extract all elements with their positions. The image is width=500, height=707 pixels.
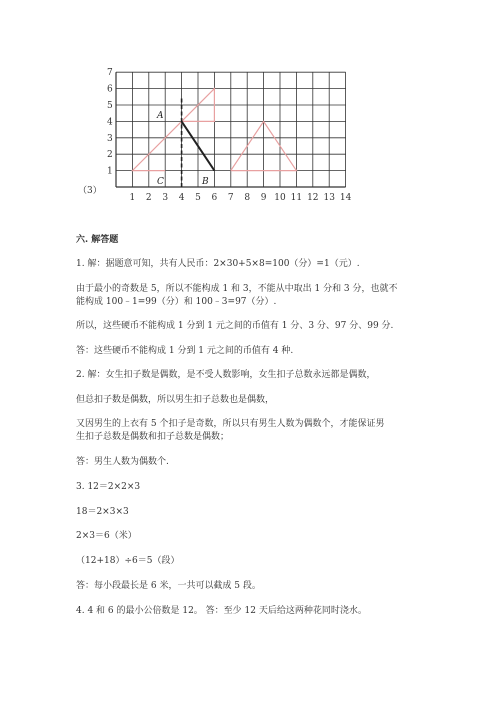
x-tick-label: 12 bbox=[307, 193, 319, 203]
translated-triangle-shape bbox=[132, 89, 214, 171]
y-tick-label: 1 bbox=[107, 166, 113, 177]
x-tick-label: 3 bbox=[162, 193, 169, 203]
text-line: 生扣子总数是偶数和扣子总数是偶数； bbox=[76, 432, 230, 442]
x-tick-labels bbox=[130, 193, 352, 203]
point-label-a: A bbox=[157, 111, 164, 121]
text-line: 2. 解：女生扣子数是偶数，是不受人数影响，女生扣子总数永远都是偶数， bbox=[76, 370, 376, 380]
x-tick-label: 2 bbox=[145, 193, 152, 203]
x-tick-label: 5 bbox=[195, 193, 201, 203]
text-line: 答：男生人数为偶数个. bbox=[76, 457, 169, 467]
y-tick-label: 7 bbox=[107, 68, 113, 79]
text-line: 但总扣子数是偶数，所以男生扣子总数也是偶数， bbox=[76, 395, 275, 405]
text-line: 又因男生的上衣有 5 个扣子是奇数，所以只有男生人数为偶数个，才能保证男 bbox=[76, 419, 385, 429]
x-tick-label: 14 bbox=[339, 193, 352, 203]
x-tick-label: 7 bbox=[227, 193, 234, 203]
y-tick-label: 5 bbox=[107, 101, 113, 111]
x-tick-label: 13 bbox=[323, 193, 335, 203]
x-tick-label: 11 bbox=[290, 193, 303, 203]
point-label-b: B bbox=[202, 177, 209, 187]
text-line: 能构成 100﹣1=99（分）和 100﹣3=97（分）. bbox=[76, 297, 277, 307]
point-label-c: C bbox=[157, 177, 164, 187]
text-line: 由于最小的奇数是 5，所以不能构成 1 和 3，不能从中取出 1 分和 3 分，也就不 bbox=[76, 284, 398, 294]
y-tick-labels bbox=[107, 68, 113, 176]
y-tick-label: 2 bbox=[107, 150, 113, 161]
y-tick-label: 4 bbox=[107, 117, 113, 128]
coordinate-grid-figure bbox=[78, 66, 368, 216]
x-tick-label: 6 bbox=[211, 193, 218, 203]
text-line: （12+18）÷6＝5（段） bbox=[76, 556, 180, 566]
section-heading: 六. 解答题 bbox=[76, 235, 119, 245]
text-line: 答：这些硬币不能构成 1 分到 1 元之间的币值有 4 种. bbox=[76, 346, 294, 356]
x-tick-label: 10 bbox=[274, 193, 286, 203]
figure-label: （3） bbox=[78, 186, 102, 196]
text-line: 答：每小段最长是 6 米，一共可以截成 5 段。 bbox=[76, 581, 261, 591]
text-line: 4. 4 和 6 的最小公倍数是 12。 答：至少 12 天后给这两种花同时浇水。 bbox=[76, 606, 367, 616]
x-tick-label: 4 bbox=[178, 193, 185, 203]
text-line: 2×3＝6（米） bbox=[76, 531, 137, 541]
text-line: 1. 解：据题意可知，共有人民币：2×30+5×8=100（分）=1（元）. bbox=[76, 259, 360, 269]
x-tick-label: 9 bbox=[260, 193, 267, 203]
x-tick-label: 1 bbox=[129, 193, 136, 203]
x-tick-label: 8 bbox=[244, 193, 251, 203]
y-tick-label: 6 bbox=[107, 84, 113, 95]
text-line: 3. 12＝2×2×3 bbox=[76, 482, 141, 492]
text-line: 所以，这些硬币不能构成 1 分到 1 元之间的币值有 1 分、3 分、97 分、99 分. bbox=[76, 321, 394, 331]
text-line: 18＝2×3×3 bbox=[76, 507, 129, 517]
y-tick-label: 3 bbox=[107, 133, 113, 144]
